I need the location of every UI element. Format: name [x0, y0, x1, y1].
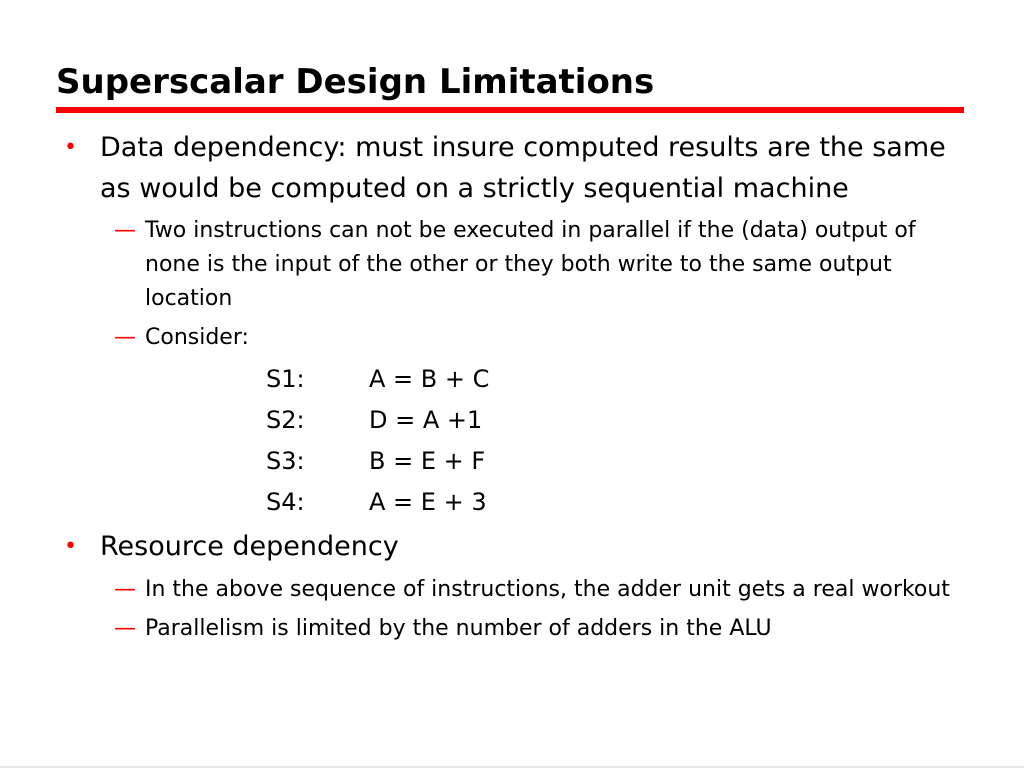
bullet-icon: •: [64, 135, 77, 160]
dash-icon: —: [114, 325, 136, 350]
sub-point-text: Consider:: [145, 325, 249, 350]
instruction-row: [266, 482, 964, 523]
instruction-statement: A = E + 3: [369, 488, 487, 516]
instruction-sequence: [266, 359, 964, 523]
instruction-row: [266, 359, 964, 400]
bullet-point: [64, 128, 964, 209]
title-underline: [56, 107, 964, 113]
instruction-label: S3:: [266, 447, 305, 475]
sub-point: [114, 573, 964, 607]
instruction-statement: A = B + C: [369, 365, 490, 393]
instruction-statement: D = A +1: [369, 406, 483, 434]
bullet-text: Resource dependency: [100, 531, 399, 562]
slide-title: Superscalar Design Limitations: [56, 62, 655, 102]
sub-point-text: Two instructions can not be executed in parallel if the (data) output of none is the input of the other or they both write to the same output location: [145, 218, 916, 311]
bullet-text: Data dependency: must insure computed results are the same as would be computed on a strictly sequential machine: [100, 132, 946, 204]
sub-point-text: In the above sequence of instructions, the adder unit gets a real workout: [145, 576, 950, 602]
instruction-row: [266, 400, 964, 441]
sub-point: [114, 214, 964, 316]
instruction-row: [266, 441, 964, 482]
bullet-point: [64, 527, 964, 568]
instruction-statement: B = E + F: [369, 447, 486, 475]
dash-icon: —: [114, 576, 136, 602]
instruction-label: S1:: [266, 365, 305, 393]
sub-point: [114, 612, 964, 646]
instruction-label: S2:: [266, 406, 305, 434]
slide-body: [64, 128, 964, 646]
instruction-label: S4:: [266, 488, 305, 516]
sub-point-text: Parallelism is limited by the number of adders in the ALU: [145, 615, 772, 641]
sub-point: [114, 321, 964, 355]
dash-icon: —: [114, 218, 136, 243]
dash-icon: —: [114, 615, 136, 641]
bullet-icon: •: [64, 534, 77, 559]
